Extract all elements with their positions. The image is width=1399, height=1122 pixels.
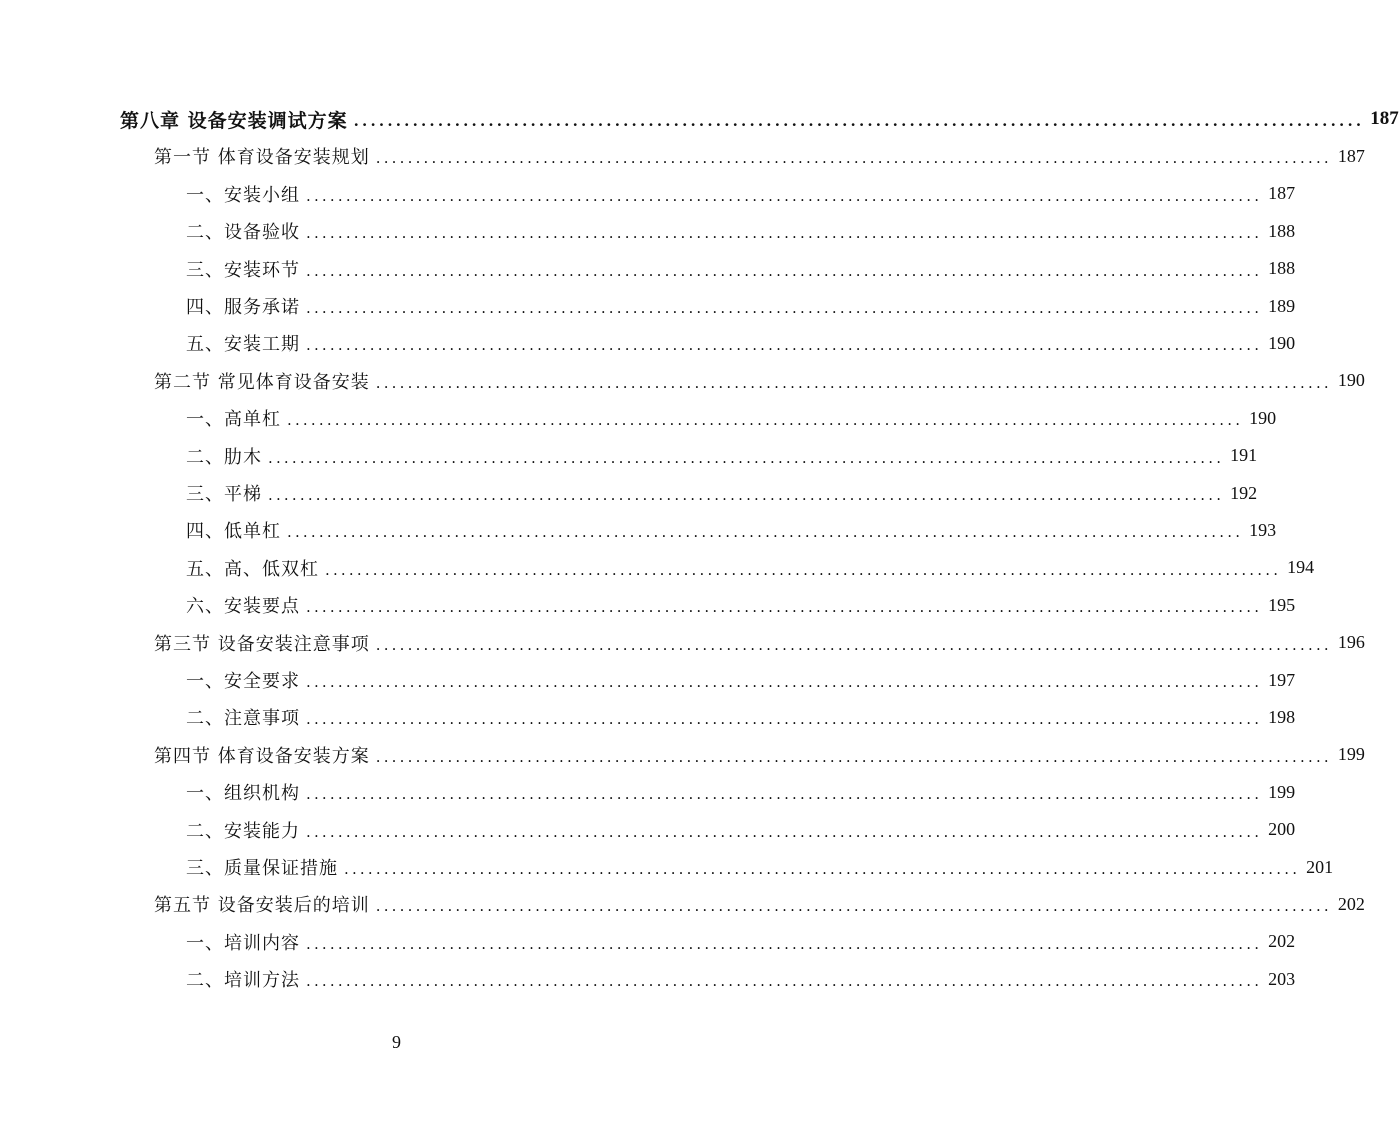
toc-entry-page: 202 [1268,931,1296,952]
toc-section-entry[interactable] [154,628,1365,658]
toc-entry-page: 199 [1268,781,1296,802]
toc-dot-leader: ........................................................................................................................ [344,860,1301,878]
toc-entry-page: 189 [1268,295,1296,316]
toc-dot-leader: ........................................................................................................................ [306,710,1263,729]
toc-entry-page: 193 [1249,519,1277,540]
toc-dot-leader: ........................................................................................................................ [306,785,1263,804]
page-number: 9 [392,1032,401,1052]
toc-dot-leader: ........................................................................................................................ [353,112,1365,130]
toc-subsection-entry[interactable] [186,291,1296,321]
toc-dot-leader: ........................................................................................................................ [306,299,1263,317]
toc-entry-title: 四、服务承诺 [186,297,300,318]
toc-entry-title: 二、培训方法 [186,970,300,992]
toc-entry-title: 五、高、低双杠 [186,558,319,580]
toc-dot-leader: ........................................................................................................................ [325,560,1282,579]
toc-entry-title: 第一节 体育设备安装规划 [154,147,370,169]
toc-dot-leader: ........................................................................................................................ [306,934,1263,953]
toc-entry-title: 四、低单杠 [186,521,281,543]
toc-dot-leader: ........................................................................................................................ [306,261,1263,280]
toc-subsection-entry[interactable] [186,665,1296,695]
toc-section-entry[interactable] [154,366,1365,396]
toc-entry-title: 三、安装环节 [186,259,300,281]
toc-entry-title: 三、平梯 [186,484,262,505]
toc-subsection-entry[interactable] [186,927,1296,957]
toc-entry-title: 一、安装小组 [186,184,300,206]
toc-subsection-entry[interactable] [186,815,1296,845]
toc-dot-leader: ........................................................................................................................ [268,486,1225,504]
toc-dot-leader: ........................................................................................................................ [306,673,1263,691]
toc-entry-title: 二、注意事项 [186,708,300,730]
toc-entry-page: 194 [1287,557,1315,578]
toc-subsection-entry[interactable] [186,702,1296,732]
toc-entry-page: 188 [1268,220,1296,241]
toc-dot-leader: ........................................................................................................................ [375,897,1332,916]
toc-entry-title: 二、肋木 [186,446,262,468]
toc-entry-title: 第八章 设备安装调试方案 [120,109,348,132]
toc-entry-page: 201 [1306,856,1334,877]
toc-subsection-entry[interactable] [186,852,1334,882]
toc-entry-title: 第三节 设备安装注意事项 [154,633,370,655]
toc-dot-leader: ........................................................................................................................ [306,972,1263,991]
toc-dot-leader: ........................................................................................................................ [287,411,1244,430]
toc-subsection-entry[interactable] [186,403,1277,433]
toc-entry-title: 二、安装能力 [186,820,300,842]
toc-entry-page: 187 [1268,183,1296,204]
toc-entry-title: 五、安装工期 [186,334,300,356]
toc-entry-title: 一、安全要求 [186,671,300,692]
toc-entry-page: 190 [1337,370,1365,391]
toc-chapter-entry[interactable] [120,104,1399,134]
toc-dot-leader: ........................................................................................................................ [375,635,1332,654]
toc-entry-title: 第二节 常见体育设备安装 [154,371,370,393]
toc-entry-page: 203 [1268,968,1296,989]
toc-section-entry[interactable] [154,141,1365,171]
toc-entry-page: 191 [1230,445,1258,466]
toc-subsection-entry[interactable] [186,964,1296,994]
toc-subsection-entry[interactable] [186,254,1296,284]
toc-dot-leader: ........................................................................................................................ [306,186,1263,205]
toc-dot-leader: ........................................................................................................................ [306,224,1263,243]
toc-subsection-entry[interactable] [186,179,1296,209]
toc-entry-page: 200 [1268,819,1296,840]
toc-entry-title: 三、质量保证措施 [186,858,338,879]
toc-entry-title: 一、组织机构 [186,783,300,805]
toc-entry-title: 二、设备验收 [186,222,300,244]
toc-dot-leader: ........................................................................................................................ [375,373,1332,392]
toc-dot-leader: ........................................................................................................................ [306,598,1263,617]
toc-entry-page: 190 [1249,407,1277,428]
toc-entry-title: 一、高单杠 [186,409,281,431]
toc-subsection-entry[interactable] [186,328,1296,358]
toc-entry-page: 188 [1268,258,1296,279]
toc-entry-page: 192 [1230,482,1258,503]
toc-entry-page: 187 [1370,108,1399,129]
toc-entry-page: 187 [1337,145,1365,166]
toc-entry-page: 199 [1337,744,1365,765]
toc-dot-leader: ........................................................................................................................ [268,448,1225,467]
toc-subsection-entry[interactable] [186,216,1296,246]
toc-subsection-entry[interactable] [186,777,1296,807]
toc-entry-title: 一、培训内容 [186,932,300,954]
toc-entry-page: 196 [1337,632,1365,653]
toc-subsection-entry[interactable] [186,478,1258,508]
toc-entry-page: 197 [1268,669,1296,690]
toc-entry-title: 第四节 体育设备安装方案 [154,745,370,767]
toc-dot-leader: ........................................................................................................................ [375,747,1332,766]
toc-entry-title: 第五节 设备安装后的培训 [154,895,370,917]
toc-subsection-entry[interactable] [186,590,1296,620]
toc-entry-title: 六、安装要点 [186,596,300,618]
toc-dot-leader: ........................................................................................................................ [306,336,1263,355]
toc-subsection-entry[interactable] [186,515,1277,545]
toc-entry-page: 190 [1268,332,1296,353]
toc-entry-page: 202 [1337,893,1365,914]
toc-entry-page: 198 [1268,706,1296,727]
toc-subsection-entry[interactable] [186,441,1258,471]
toc-section-entry[interactable] [154,740,1365,770]
toc-subsection-entry[interactable] [186,553,1315,583]
toc-dot-leader: ........................................................................................................................ [375,149,1332,168]
toc-dot-leader: ........................................................................................................................ [287,523,1244,542]
toc-entry-page: 195 [1268,594,1296,615]
toc-section-entry[interactable] [154,889,1365,919]
toc-dot-leader: ........................................................................................................................ [306,822,1263,841]
